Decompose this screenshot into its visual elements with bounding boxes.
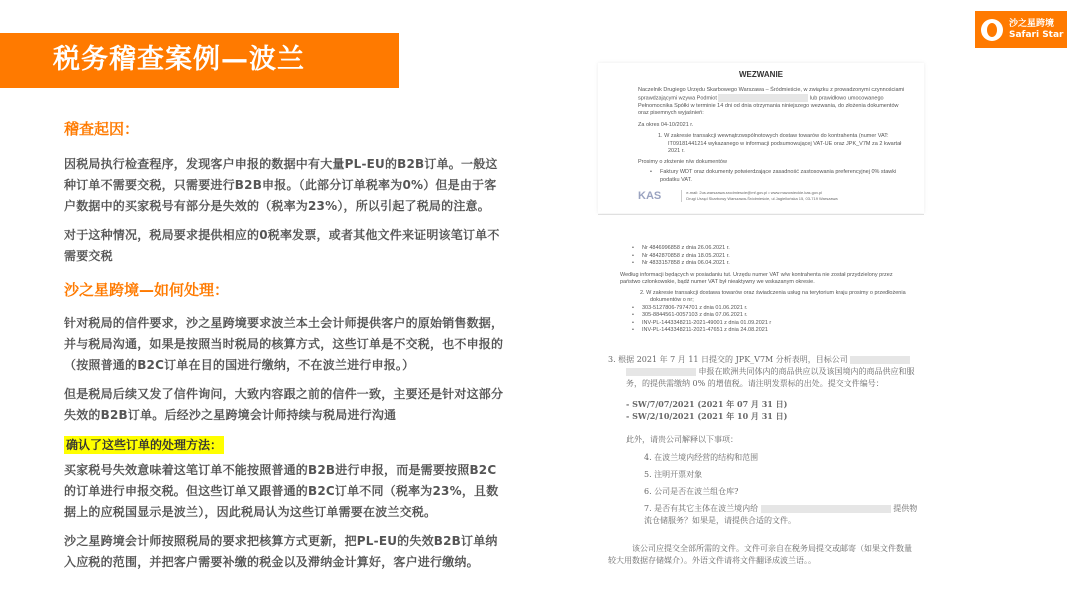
letter-bullet: • Faktury WDT oraz dokumenty potwierdzające zasadność zastosowania preferencyjnej 0% stawki podatku VAT. (638, 169, 906, 184)
logo-en-text: Safari Star (1009, 29, 1064, 40)
question-5: 5. 注明开票对象 (644, 470, 703, 479)
also-explain: 此外，请贵公司解释以下事项： (626, 435, 738, 444)
letter-footer (598, 190, 924, 202)
logo-cn-text: 沙之星跨境 (1009, 18, 1055, 29)
closing-note: 该公司应提交全部所需的文件。文件可亲自在税务局提交或邮寄（如果文件数量较大用数据存储媒介）。外语文件请将文件翻译成波兰语。。 (608, 544, 912, 565)
document-item: • INV-PL-1443348211-2021-49001 z dnia 01.09.2021 r (620, 320, 906, 328)
question-6: 6. 公司是否在波兰组仓库? (644, 487, 739, 496)
redacted-block (761, 505, 891, 513)
invoice-item: • Nr 4833157858 z dnia 06.04.2021 r. (620, 260, 906, 268)
safari-star-logo-icon (981, 19, 1003, 41)
handling-paragraph-1: 针对税局的信件要求，沙之星跨境要求波兰本土会计师提供客户的原始销售数据，并与税局沟通，如果是按照当时税局的核算方式，这些订单是不交税，也不申报的（按照普通的B2C订单在目的国进行缴纳，不在波兰进行申报。） (64, 316, 504, 372)
footer-contact: e-mail: 2us.warszawa.srodmiescie@mf.gov.pl • www.mazowieckie.kas.gov.pl (686, 190, 823, 196)
cause-paragraph-1: 因税局执行检查程序，发现客户申报的数据中有大量PL-EU的B2B订单。一般这种订单不需要交税，只需要进行B2B申报。（此部分订单税率为0%）但是由于客户数据中的买家税号有部分是失效的（税率为23%），所以引起了税局的注意。 (64, 157, 498, 213)
invoice-item: • Nr 4846996858 z dnia 26.06.2021 r. (620, 245, 906, 253)
letter-page-1 (598, 63, 924, 213)
vat-note: Według informacji będących w posiadaniu tut. Urzędu numer VAT w/w kontrahenta nie został przydzielony przez państwo członkowskie, bądź numer VAT był nieaktywny we wskazanym okresie. (620, 271, 893, 285)
item-3: 3. 根据 2021 年 7 月 11 日提交的 JPK_V7M 分析表明，目标公司 (608, 354, 918, 366)
confirmed-method-highlight: 确认了这些订单的处理方法： (66, 438, 223, 452)
letter-period: Za okres 04-10/2021 r. (638, 121, 694, 128)
section-handling-heading: 沙之星跨境—如何处理： (64, 281, 230, 299)
method-paragraph-1: 买家税号失效意味着这笔订单不能按照普通的B2B进行申报，而是需要按照B2C的订单进行申报交税。但这些订单又跟普通的B2C订单不同（税率为23%，且数据上的应税国显示是波兰），因此税局认为这些订单需要在波兰交税。 (64, 463, 499, 519)
letter-intro: Naczelnik Drugiego Urzędu Skarbowego Warszawa – Śródmieście, w związku z prowadzonymi czynnościami sprawdzającymi wzywa Podmiot lub prawidłowo umocowanego Pełnomocnika Spółki w terminie 14 dni od dnia otrzymania niniejszego wezwania, do złożenia dokumentów oraz pisemnych wyjaśnień: (638, 86, 905, 117)
page-title: 税务稽查案例—波兰 (53, 44, 305, 75)
translated-letter (598, 352, 958, 572)
cause-paragraph-2: 对于这种情况，税局要求提供相应的0税率发票，或者其他文件来证明该笔订单不需要交税 (64, 228, 500, 263)
redacted-block (626, 368, 696, 376)
letter-page-2 (598, 214, 924, 354)
letter-title: WEZWANIE (739, 70, 783, 79)
redacted-block (718, 94, 808, 102)
brand-logo (975, 11, 1067, 48)
letter-request: Prosimy o złożenie n/w dokumentów (638, 158, 727, 165)
question-7: 7. 是否有其它主体在波兰境内给 提供物流仓储服务？如果是，请提供合适的文件。 (644, 504, 918, 525)
left-content (64, 118, 504, 573)
section-cause-heading: 稽查起因： (64, 120, 140, 138)
document-item: • 305-8844561-0057103 z dnia 07.06.2021 r. (620, 312, 906, 320)
letter-item-1: 1. W zakresie transakcji wewnątrzwspólnotowych dostaw towarów do kontrahenta (numer VAT: IT09181441214 wykazanego w informacji podsumowującej VAT-UE oraz JPK_V7M za 2 kwartał 2021 r. (658, 133, 902, 155)
letter-item-2: 2. W zakresie transakcji dostawa towarów oraz świadczenia usług na terytorium kraju prosimy o przedłożenia dokumentów o nr; (640, 289, 906, 303)
item-3-cont: 申报在欧洲共同体内的商品供应以及该国境内的商品供应和服务，的提供需缴纳 0% 的增值税。请注明发票标的出处。提交文件编号： (626, 367, 915, 388)
document-item: • INV-PL-1443348211-2021-47651 z dnia 24.08.2021 (620, 327, 906, 335)
method-paragraph-2: 沙之星跨境会计师按照税局的要求把核算方式更新，把PL-EU的失效B2B订单纳入应税的范围，并把客户需要补缴的税金以及滞纳金计算好，客户进行缴纳。 (64, 534, 498, 569)
invoice-item: • Nr 4842870858 z dnia 18.05.2021 r. (620, 253, 906, 261)
reference-2: - SW/2/10/2021 (2021 年 10 月 31 日) (626, 411, 788, 421)
redacted-block (850, 356, 910, 364)
reference-1: - SW/7/07/2021 (2021 年 07 月 31 日) (626, 399, 788, 409)
question-4: 4. 在波兰境内经营的结构和范围 (644, 453, 759, 462)
kas-logo-icon: KAS (638, 189, 662, 202)
document-item: • 303-5127806-7974701 z dnia 01.06.2021 r. (620, 305, 906, 313)
handling-paragraph-2: 但是税局后续又发了信件询问，大致内容跟之前的信件一致，主要还是针对这部分失效的B2B订单。后经沙之星跨境会计师持续与税局进行沟通 (64, 387, 504, 422)
footer-address: Drugi Urząd Skarbowy Warszawa-Śródmieście, ul Jagiellońska 15, 03-719 Warszawa (686, 196, 838, 202)
